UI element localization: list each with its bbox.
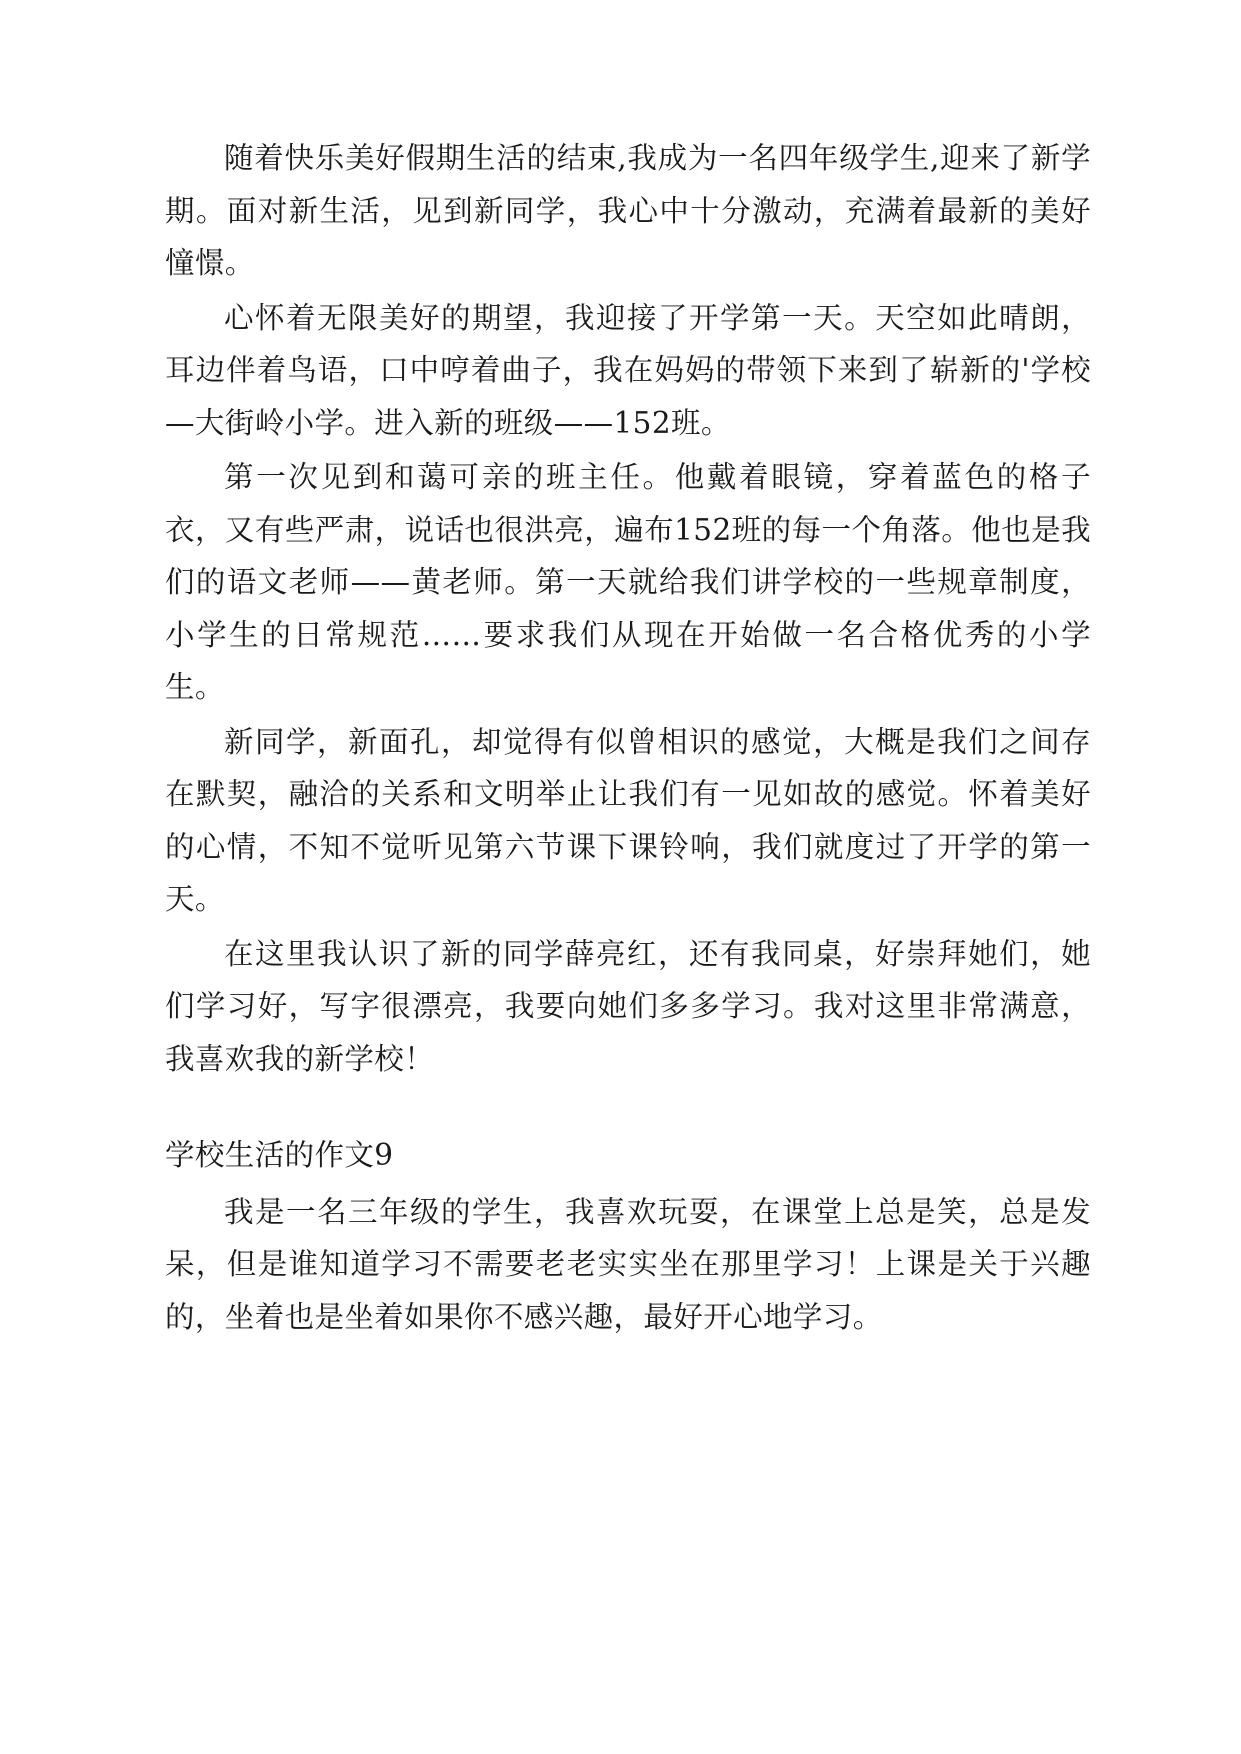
paragraph: 第一次见到和蔼可亲的班主任。他戴着眼镜，穿着蓝色的格子衣，又有些严肃，说话也很洪亮，遍布152班的每一个角落。他也是我们的语文老师——黄老师。第一天就给我们讲学校的一些规章制度，小学生的日常规范……要求我们从现在开始做一名合格优秀的小学生。 [165,460,1091,704]
paragraph: 新同学，新面孔，却觉得有似曾相识的感觉，大概是我们之间存在默契，融洽的关系和文明举止让我们有一见如故的感觉。怀着美好的心情，不知不觉听见第六节课下课铃响，我们就度过了开学的第一天。 [165,724,1091,916]
paragraph: 心怀着无限美好的期望，我迎接了开学第一天。天空如此晴朗，耳边伴着鸟语，口中哼着曲子，我在妈妈的带领下来到了崭新的'学校—大街岭小学。进入新的班级——152班。 [165,300,1091,440]
document-body [165,132,1091,1343]
section-heading: 学校生活的作文9 [165,1138,394,1172]
section-spacer [165,1087,1091,1129]
paragraph: 随着快乐美好假期生活的结束,我成为一名四年级学生,迎来了新学期。面对新生活，见到新同学，我心中十分激动，充满着最新的美好憧憬。 [165,141,1091,280]
paragraph: 在这里我认识了新的同学薛亮红，还有我同桌，好崇拜她们，她们学习好，写字很漂亮，我要向她们多多学习。我对这里非常满意，我喜欢我的新学校！ [165,936,1091,1076]
paragraph: 我是一名三年级的学生，我喜欢玩耍，在课堂上总是笑，总是发呆，但是谁知道学习不需要老老实实坐在那里学习！上课是关于兴趣的，坐着也是坐着如果你不感兴趣，最好开心地学习。 [165,1194,1091,1334]
